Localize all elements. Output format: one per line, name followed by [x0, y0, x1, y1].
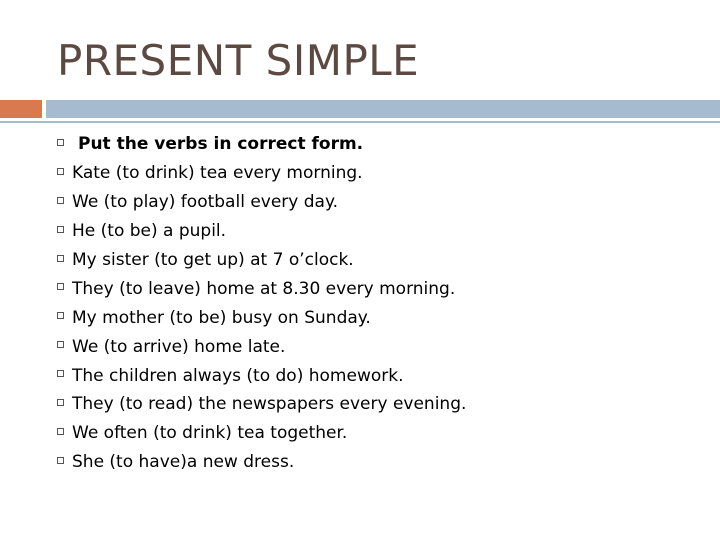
list-item: [57, 246, 466, 275]
sentence-text: My mother (to be) busy on Sunday.: [72, 307, 371, 328]
hollow-square-bullet-icon: [57, 255, 64, 262]
divider-line: [0, 121, 720, 123]
exercise-list: [57, 130, 466, 477]
slide-title: PRESENT SIMPLE: [57, 36, 420, 85]
sentence-text: We often (to drink) tea together.: [72, 423, 348, 444]
list-item: [57, 332, 466, 361]
instruction-text: Put the verbs in correct form.: [78, 134, 364, 155]
list-item: [57, 390, 466, 419]
list-item: [57, 217, 466, 246]
hollow-square-bullet-icon: [57, 139, 64, 146]
hollow-square-bullet-icon: [57, 197, 64, 204]
hollow-square-bullet-icon: [57, 457, 64, 464]
list-item: [57, 448, 466, 477]
sentence-text: We (to play) football every day.: [72, 192, 338, 213]
sentence-text: Kate (to drink) tea every morning.: [72, 163, 363, 184]
sentence-text: She (to have)a new dress.: [72, 452, 295, 473]
sentence-text: My sister (to get up) at 7 o’clock.: [72, 250, 354, 270]
title-band: [46, 100, 720, 118]
instruction-item: [57, 130, 466, 159]
sentence-text: They (to leave) home at 8.30 every morning.: [72, 278, 456, 299]
hollow-square-bullet-icon: [57, 428, 64, 435]
list-item: [57, 188, 466, 217]
sentence-text: He (to be) a pupil.: [72, 221, 227, 242]
list-item: [57, 303, 466, 332]
hollow-square-bullet-icon: [57, 370, 64, 377]
sentence-text: They (to read) the newspapers every evening.: [72, 394, 467, 415]
list-item: [57, 361, 466, 390]
accent-band: [0, 100, 42, 118]
hollow-square-bullet-icon: [57, 168, 64, 175]
list-item: [57, 419, 466, 448]
hollow-square-bullet-icon: [57, 283, 64, 290]
list-item: [57, 274, 466, 303]
sentence-text: The children always (to do) homework.: [72, 365, 404, 386]
hollow-square-bullet-icon: [57, 312, 64, 319]
sentence-text: We (to arrive) home late.: [72, 336, 286, 357]
hollow-square-bullet-icon: [57, 399, 64, 406]
hollow-square-bullet-icon: [57, 341, 64, 348]
hollow-square-bullet-icon: [57, 226, 64, 233]
list-item: [57, 159, 466, 188]
